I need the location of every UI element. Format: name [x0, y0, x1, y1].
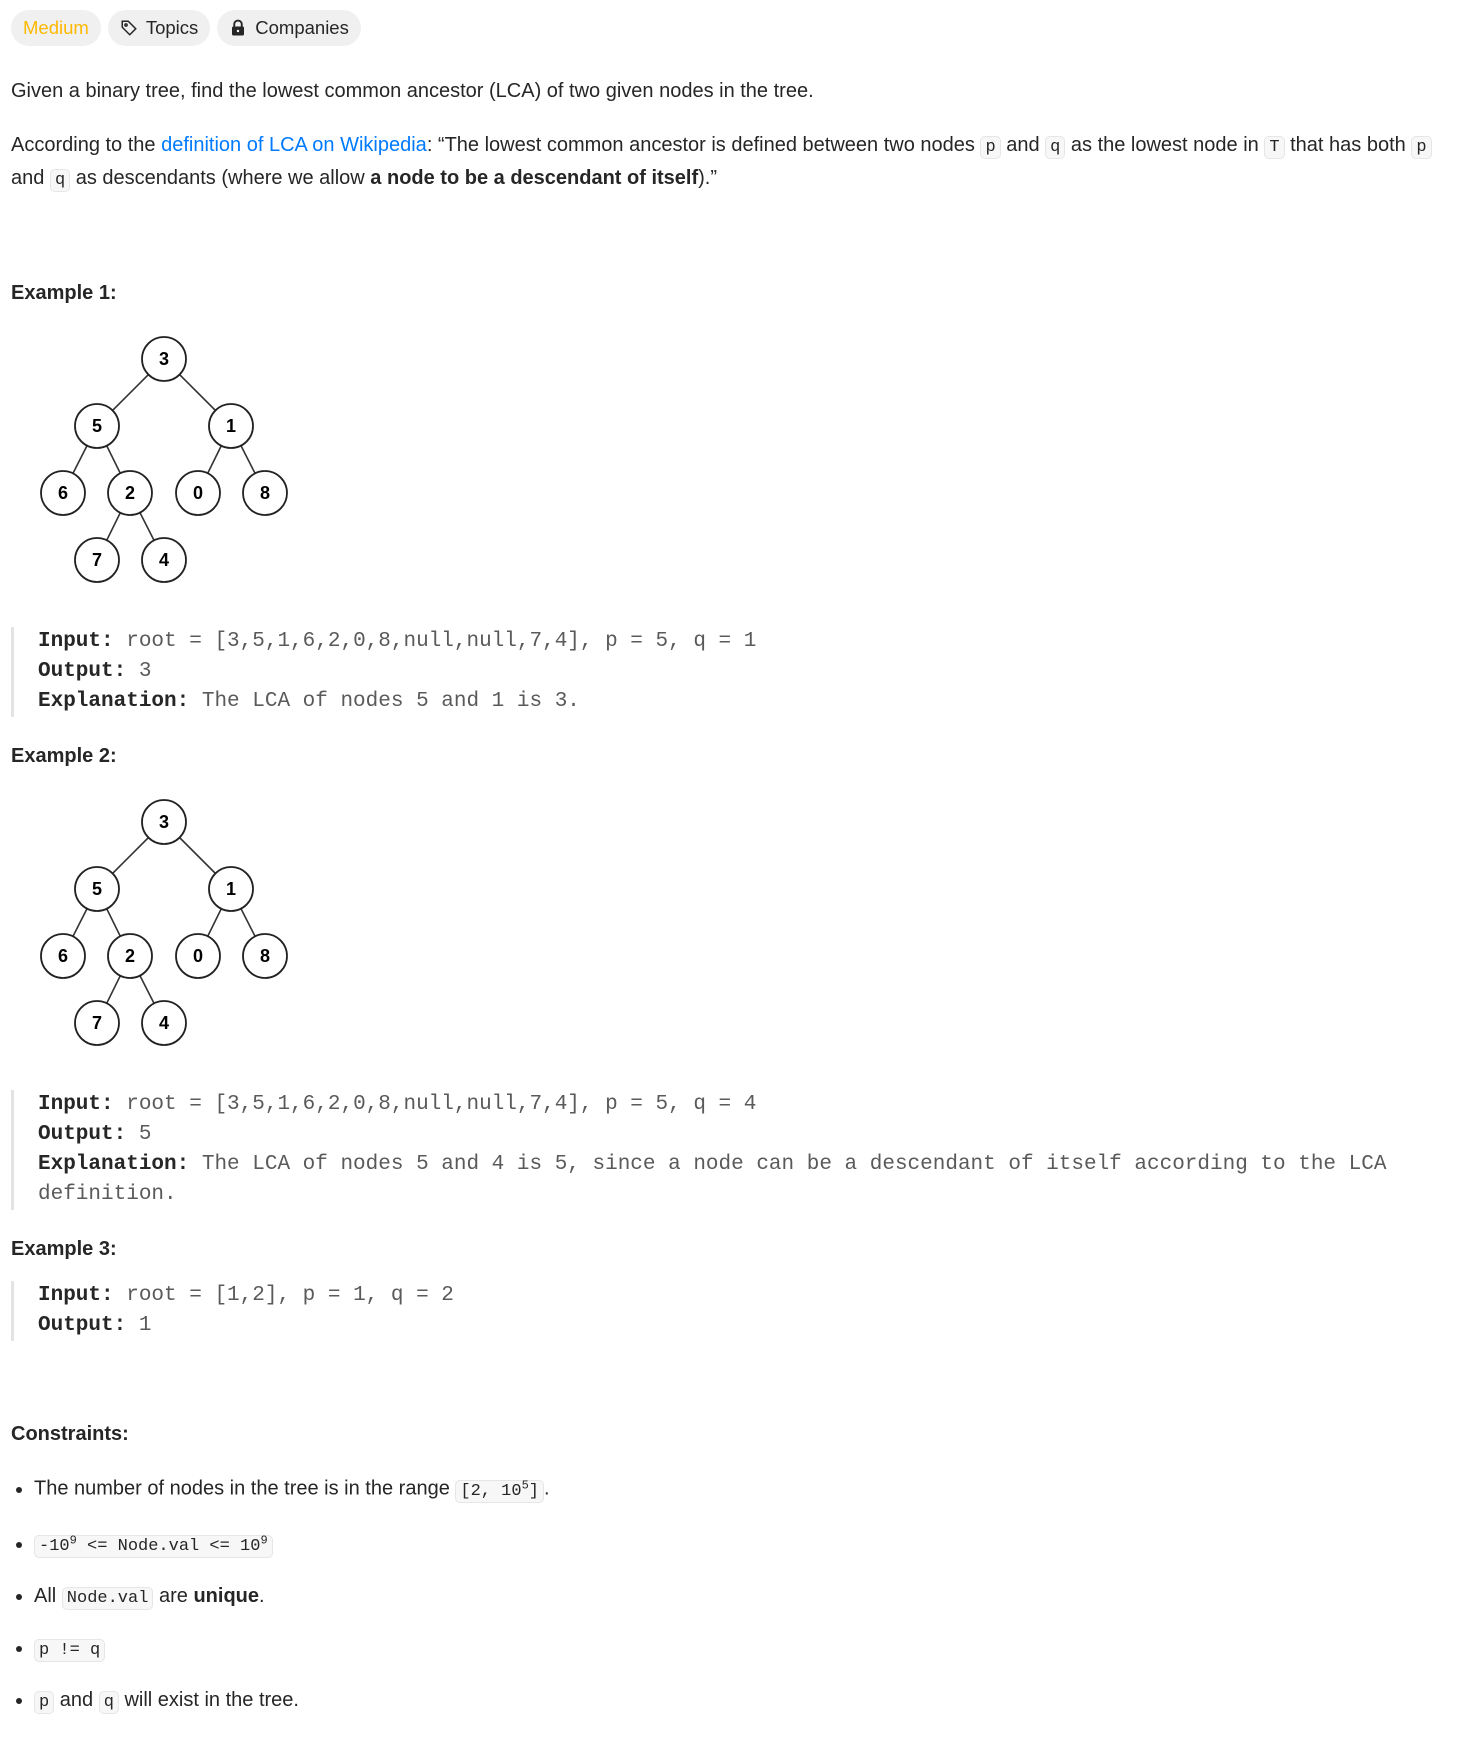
output-label: Output: — [38, 660, 127, 683]
tree-node-label: 4 — [158, 1013, 170, 1033]
output-value: 3 — [126, 660, 152, 683]
example-2-title: Example 2: — [11, 745, 117, 767]
tree-node-label: 5 — [91, 879, 103, 899]
constraint-item: • All Node.val are unique. — [34, 1581, 1456, 1614]
constraint-item — [34, 1685, 1456, 1718]
tree-node-label: 7 — [91, 1013, 103, 1033]
code-q: q — [50, 169, 70, 192]
code-T: T — [1264, 136, 1284, 159]
text: ).” — [698, 167, 718, 189]
tree-node-label: 1 — [225, 416, 237, 436]
code-p: p — [980, 136, 1000, 159]
text: as descendants (where we allow — [70, 167, 371, 189]
code: Node.val — [62, 1587, 154, 1610]
tree-node-label: 8 — [259, 946, 271, 966]
example-3-block — [11, 1281, 1456, 1341]
text: that has both — [1284, 134, 1412, 156]
tree-node-label: 3 — [158, 812, 170, 832]
code-q: q — [1045, 136, 1065, 159]
tree-svg — [11, 792, 301, 1054]
tree-node-label: 5 — [91, 416, 103, 436]
sup: 9 — [260, 1533, 268, 1548]
tree-node-label: 4 — [158, 550, 170, 570]
tree-node-label: 8 — [259, 483, 271, 503]
tree-node-label: 6 — [57, 946, 69, 966]
topics-label: Topics — [145, 17, 199, 38]
constraint-item — [34, 1633, 1456, 1666]
tree-node-label: 7 — [91, 550, 103, 570]
input-label: Input: — [38, 630, 114, 653]
bold-text: a node to be a descendant of itself — [370, 167, 699, 189]
tree-node-label: 2 — [124, 483, 136, 503]
text: ] — [528, 1481, 539, 1501]
example-2-block — [11, 1090, 1456, 1210]
tree-node-label: 1 — [225, 879, 237, 899]
output-label: Output: — [38, 1123, 127, 1146]
wikipedia-link[interactable]: definition of LCA on Wikipedia — [161, 134, 427, 156]
example-3-title: Example 3: — [11, 1238, 117, 1260]
text: [2, 10 — [460, 1481, 522, 1501]
text: <= Node.val <= 10 — [76, 1537, 261, 1557]
sup: 5 — [521, 1478, 529, 1492]
explanation-label: Explanation: — [38, 690, 190, 713]
constraint-item: • The number of nodes in the tree is in the range [2, $10^5$] . — [34, 1470, 1456, 1507]
lock-icon — [229, 19, 247, 37]
text: are — [153, 1585, 194, 1608]
tree-node-label: 6 — [57, 483, 69, 503]
tree-node-label: 0 — [192, 946, 204, 966]
explanation-value: The LCA of nodes 5 and 4 is 5, since a node can be a descendant of itself according to the LCA definition. — [38, 1153, 1400, 1206]
input-label: Input: — [38, 1093, 114, 1116]
code: p — [34, 1691, 54, 1714]
text: : “The lowest common ancestor is defined between two nodes — [426, 134, 981, 156]
sup: 9 — [69, 1533, 77, 1548]
output-label: Output: — [38, 1314, 127, 1337]
text: will exist in the tree. — [118, 1689, 299, 1712]
badge-row — [11, 10, 1456, 46]
text: as the lowest node in — [1065, 134, 1265, 156]
code — [34, 1535, 273, 1558]
difficulty-badge[interactable] — [11, 10, 101, 46]
input-value: root = [3,5,1,6,2,0,8,null,null,7,4], p = 5, q = 4 — [113, 1093, 757, 1116]
constraints-list — [11, 1470, 1456, 1718]
text: The number of nodes in the tree is in the range — [34, 1477, 456, 1500]
explanation-value: The LCA of nodes 5 and 1 is 3. — [189, 690, 580, 713]
intro-text: Given a binary tree, find the lowest common ancestor (LCA) of two given nodes in the tree. — [11, 80, 814, 102]
tree-node-label: 3 — [158, 349, 170, 369]
constraint-item — [34, 1526, 1456, 1563]
companies-label: Companies — [255, 17, 349, 38]
code-p: p — [1411, 136, 1431, 159]
text: and — [54, 1689, 99, 1712]
input-value: root = [3,5,1,6,2,0,8,null,null,7,4], p = 5, q = 1 — [113, 630, 757, 653]
output-value: 5 — [126, 1123, 152, 1146]
topics-button[interactable] — [108, 10, 210, 46]
output-value: 1 — [126, 1314, 152, 1337]
definition-text — [11, 130, 1456, 196]
code: q — [99, 1691, 119, 1714]
example-2-tree-diagram — [11, 792, 1456, 1060]
input-value: root = [1,2], p = 1, q = 2 — [113, 1284, 454, 1307]
text: -10 — [39, 1537, 70, 1557]
bold-text: unique — [193, 1585, 259, 1608]
input-label: Input: — [38, 1284, 114, 1307]
text: According to the — [11, 134, 162, 156]
text: and — [1000, 134, 1046, 156]
tree-node-label: 0 — [192, 483, 204, 503]
constraints-title: Constraints: — [11, 1423, 129, 1445]
difficulty-label: Medium — [23, 17, 89, 38]
text: All — [34, 1585, 62, 1608]
text: and — [11, 167, 50, 189]
companies-button[interactable] — [217, 10, 361, 46]
tree-svg — [11, 329, 301, 591]
explanation-label: Explanation: — [38, 1153, 190, 1176]
tree-node-label: 2 — [124, 946, 136, 966]
example-1-tree-diagram — [11, 329, 1456, 597]
example-1-block — [11, 627, 1456, 717]
tag-icon — [120, 19, 138, 37]
example-1-title: Example 1: — [11, 282, 117, 304]
code: p != q — [34, 1639, 105, 1662]
code — [455, 1480, 544, 1503]
